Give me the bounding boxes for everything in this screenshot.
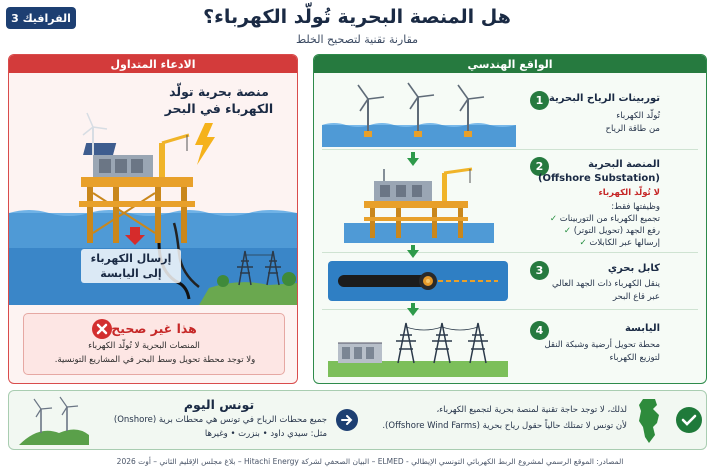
wind-turbine-icon: [34, 397, 78, 433]
send-label-line1: إرسال الكهرباء: [90, 252, 172, 265]
step3-line2: عبر قاع البحر: [612, 292, 660, 302]
reality-panel: [313, 54, 707, 384]
lightning-icon: [195, 123, 215, 165]
claim-panel-header: الادعاء المتداول: [9, 55, 297, 73]
step4-title: اليابسة: [624, 323, 660, 334]
step4-line1: محطة تحويل أرضية وشبكة النقل: [544, 340, 660, 350]
step3-line1: ينقل الكهرباء ذات الجهد العالي: [552, 279, 660, 289]
sources-footnote: المصادر: الموقع الرسمي لمشروع الربط الكهربائي التونسي الإيطالي - ELMED – البيان الصحفي لشركة Hitachi Energy – بلاغ مجلس الإقليم الثاني – أوت 2026: [116, 457, 624, 466]
step4-line2: لتوزيع الكهرباء: [609, 353, 660, 363]
step2-item: [510, 213, 660, 225]
step2-item: [510, 225, 660, 237]
tunisia-map-icon: [633, 397, 667, 445]
check-icon: [676, 407, 702, 433]
send-to-land-label: [81, 249, 181, 283]
onshore-wind-illustration: [19, 395, 89, 445]
pylon-icon: [396, 323, 488, 363]
check-icon: ✓: [549, 214, 557, 224]
step3-number: 3: [530, 261, 549, 280]
wrong-line1: المنصات البحرية لا تُولّد الكهرباء: [88, 341, 200, 351]
step2-item: [510, 237, 660, 249]
conclusion-line1: لذلك، لا توجد حاجة تقنية لمنصة بحرية لتجميع الكهرباء،: [436, 405, 627, 415]
substation-icon: [338, 343, 382, 363]
tunisia-today-title: تونس اليوم: [183, 397, 255, 412]
step-divider: [322, 309, 698, 310]
conclusion-box: [8, 390, 707, 450]
step1-title: توربينات الرياح البحرية: [548, 93, 660, 104]
step1-line2: من طاقة الرياح: [605, 124, 660, 134]
flow-arrow-icon: [407, 250, 419, 258]
claim-title-line1: منصة بحرية تولّد: [169, 84, 269, 99]
step2-warning: لا تُولّد الكهرباء: [598, 188, 660, 198]
wrong-line2: ولا توجد محطة تحويل وسط البحر في المشاريع التونسية.: [54, 355, 256, 365]
step1-line1: تُولّد الكهرباء: [616, 111, 660, 121]
flow-arrow-icon: [407, 308, 419, 316]
step2-subtitle: (Offshore Substation): [537, 173, 660, 184]
graphic-badge: الفرافيك 3: [6, 7, 76, 29]
step2-title: المنصة البحرية: [588, 159, 660, 170]
conclusion-line2: لأن تونس لا تمتلك حالياً حقول رياح بحرية (Offshore Wind Farms).: [382, 421, 627, 431]
step-divider: [322, 149, 698, 150]
step4-illustration: [328, 317, 508, 377]
claim-title-line2: الكهرباء في البحر: [164, 101, 274, 116]
reality-panel-header: الواقع الهندسي: [314, 55, 706, 73]
step1-illustration: [322, 79, 516, 147]
step2-item-text: تجميع الكهرباء من التوربينات: [559, 214, 660, 224]
send-label-line2: إلى اليابسة: [100, 267, 162, 280]
step2-number: 2: [530, 157, 549, 176]
step-divider: [322, 252, 698, 253]
wrong-title: هذا غير صحيح: [111, 321, 197, 336]
step2-illustration: [344, 167, 494, 243]
page-subtitle: مقارنة تقنية لتصحيح الخلط: [295, 33, 419, 46]
page-title: هل المنصة البحرية تُولّد الكهرباء؟: [203, 6, 511, 28]
claim-panel: [8, 54, 298, 384]
tunisia-today-line2: مثل: سيدي داود • بنزرت • وغيرها: [204, 429, 327, 439]
step2-intro: وظيفتها فقط:: [611, 202, 660, 212]
tunisia-today-line1: جميع محطات الرياح في تونس هي محطات برية (Onshore): [113, 415, 327, 425]
step3-title: كابل بحري: [607, 263, 660, 274]
arrow-icon: [336, 409, 358, 431]
check-icon: ✓: [579, 238, 587, 248]
wrong-claim-box: [23, 313, 285, 375]
step4-number: 4: [530, 321, 549, 340]
step3-illustration: [328, 261, 508, 301]
step2-item-text: إرسالها عبر الكابلات: [589, 238, 660, 248]
step1-number: 1: [530, 91, 549, 110]
check-icon: ✓: [563, 226, 572, 236]
step2-item-text: رفع الجهد (تحويل التوتر): [573, 226, 660, 236]
flow-arrow-icon: [407, 158, 419, 166]
